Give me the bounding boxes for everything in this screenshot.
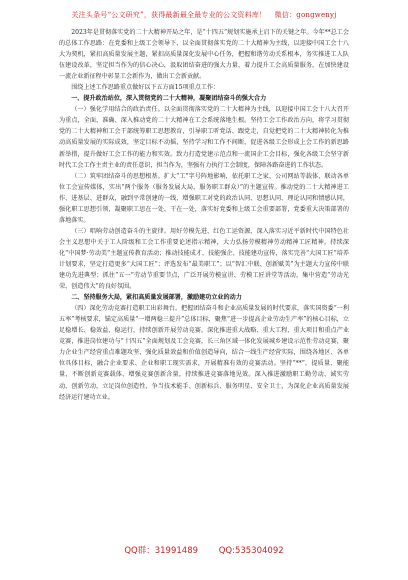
section-heading-2: 二、坚持服务大局，紧扣高质量发展部署，激励建功立业的动力	[71, 294, 242, 302]
summary-line: 围绕上述工作思路重点做好以下五方面15项重点工作：	[71, 84, 220, 92]
item-paragraph-3: （三）唱响劳动创造奋斗的主旋律。用好劳模先进、红色工运资源，深入落实习近平新时代中国特色社会主义思想中关于工人阶级和工会工作重要论述指示精神，大力弘扬劳模精神劳动精神工匠精神，持续深化“中国梦·劳动美”主题宣传教育活动；推动技能成才、技能强企、技能建功宣传，落实完善“大国工匠”培养计划要求，坚定打造更多“大国工匠”；评选发布“最美职工”；以“智汇中联、创新赋美”为主题大力宣传中联建功先进典型；抓住“五一”劳动节重要节点，广泛开展劳模宣讲、劳模工匠讲堂等活动，集中营造“劳动光荣、创造伟大”的良好氛围。	[59, 227, 349, 291]
item-paragraph-2: （二）筑牢团结奋斗的思想根基。扩大“工”字号阵地影响，依托职工之家、公司网站等载体，联动各单位工会宣传媒体，实出“两个服务（服务发展大局、服务职工群众）”的主题宣传。推动党的二十大精神进工作、进基层、进群众，融到平常创建的一线，增强职工对党的政治认同、思想认同、理论认同和情感认同，强化职工思想引领，凝聚职工思在一处、干在一处，落实好党委和上级工会重要部署，党委重大决策部署的落地落实。	[59, 172, 349, 224]
item-paragraph-4: （四）深化劳动竞赛打造职工出彩舞台。把握团结奋斗和企业高质量发展的时代要求，落实国资委“一利五率”考核要求，锚定高质量“一增两稳三提升”总体目标，聚焦“进一步提高企业劳动生产率”的核心目标，立足稳增长、稳效益、稳运行，持续创新开展劳动竞赛，深化推进重大战略、重大工程、重大项目和重点产业竞赛，推进岗位建功与“十四五”全面规划及工会竞赛，长三角区域一体化发展城乡建设示范性劳动竞赛，聚力企业生产经营重点难题攻坚，强化质量效益和价值创造导向，结合一线生产经营实际，围绕各地区、各单位具体目标，融合企业要求、企业和职工现实需求，开展精准有效的竞赛活动。坚持“**”，提质量、聚能量，不断创新竞赛载体、增强竞赛创新含量，持续推进竞赛落地见效。深入推进激励职工勤劳动、诚实劳动、创新劳动，立足岗位创造性、争当技术能手、创新标兵、服务明星、安全卫士，为深化企业高质量发展经济运行建功立业。	[59, 305, 349, 401]
section-heading-1: 一、提升政治站位，深入贯彻党的二十大精神，凝聚团结奋斗的强大合力	[71, 95, 267, 103]
qq-group: QQ群：31991489	[124, 546, 199, 556]
item-paragraph-1: （一）强化学用结合的政治责任。以全面贯彻落实党的二十大精神为主线，以迎接中国工会十八大召开为重点，全面、准确、深入推动党的二十大精神在工会系统落地生根。坚持工会工作政治方向，将学习贯彻党的二十大精神和工会干部统筹职工思想教育，引导职工听党话、跟党走，自觉把党的二十大精神转化为推动高质量发展的实际成效，坚定目标不动摇，坚持学习和工作不间断，促进各级工会形成上会工作的新思路新举措，提升做好工会工作的能力和实效。致力打造党建示范点和一流国企工会目标，强化各级工会坚守新时代工会工作主责主业的责任意识，担当作为，坚强有力执行工会制度，保障各路奋进的工作状态。	[59, 106, 349, 169]
contact-footer	[0, 546, 408, 556]
document-body	[59, 27, 349, 403]
promo-text: 关注头条号“公文研究”，获得最新最全最专业的公文资料库！	[71, 11, 267, 19]
wechat-id: 微信：gongwenyj	[274, 11, 337, 19]
qq-number: QQ:535304092	[218, 546, 284, 556]
promo-header	[0, 11, 408, 19]
intro-paragraph: 2023年是贯彻落实党的二十大精神开局之年，是“十四五”规划实施承上启下的关键之年。今年**总工会的总体工作思路：在党委和上级工会领导下，以全面贯彻落实党的二十大精神为主线，以迎接中国工会十八大为契机，紧扣高质量发展主题，紧扣高质量深化发展中心任务，把握和谐劳动关系根本，务实推进工人队伍建设改革，坚定担当作为的信心决心，汲取团结奋进的强大力量，着力提升工会高质量服务，在加快建设一流企业新征程中彰显工会新作为，做出工会新贡献。	[59, 29, 349, 81]
